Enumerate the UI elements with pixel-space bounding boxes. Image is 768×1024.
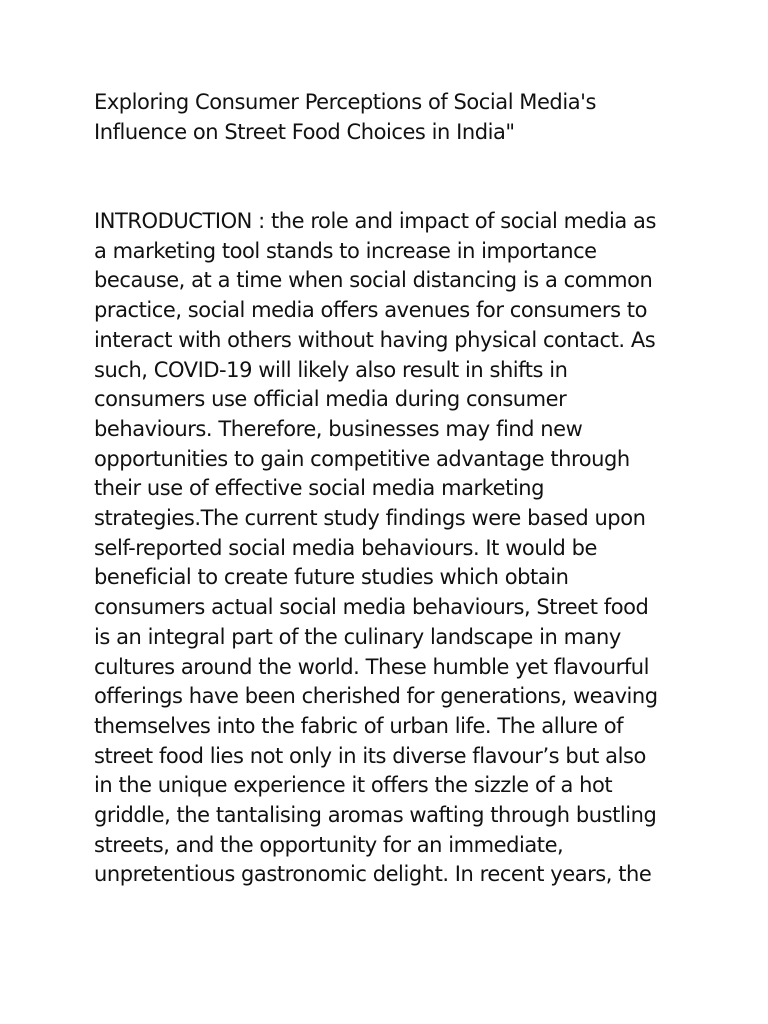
title-line: Exploring Consumer Perceptions of Social Media's bbox=[94, 90, 596, 114]
body-line: offerings have been cherished for generations, weaving bbox=[94, 684, 658, 709]
body-line: streets, and the opportunity for an immediate, bbox=[94, 832, 564, 857]
body-line: such, COVID-19 will likely also result in shifts in bbox=[94, 357, 568, 382]
body-line: their use of effective social media marketing bbox=[94, 476, 545, 501]
body-line: unpretentious gastronomic delight. In recent years, the bbox=[94, 862, 652, 887]
body-line: self-reported social media behaviours. It would be bbox=[94, 535, 598, 560]
body-line: in the unique experience it offers the sizzle of a hot bbox=[94, 773, 613, 798]
body-line: street food lies not only in its diverse flavour’s but also bbox=[94, 743, 646, 768]
body-line: themselves into the fabric of urban life. The allure of bbox=[94, 713, 624, 738]
body-line: a marketing tool stands to increase in importance bbox=[94, 238, 597, 263]
title-line: Influence on Street Food Choices in India" bbox=[94, 119, 515, 144]
body-line: consumers actual social media behaviours, Street food bbox=[94, 595, 649, 620]
body-line: consumers use official media during consumer bbox=[94, 387, 567, 412]
body-line: is an integral part of the culinary landscape in many bbox=[94, 624, 621, 649]
document-title bbox=[94, 88, 694, 147]
body-line: griddle, the tantalising aromas wafting through bustling bbox=[94, 803, 657, 828]
body-line: opportunities to gain competitive advantage through bbox=[94, 446, 630, 471]
body-line: beneficial to create future studies which obtain bbox=[94, 565, 569, 590]
body-line: practice, social media offers avenues for consumers to bbox=[94, 298, 647, 323]
document-body bbox=[94, 207, 694, 890]
body-line: strategies.The current study findings were based upon bbox=[94, 506, 646, 531]
body-line: cultures around the world. These humble yet flavourful bbox=[94, 654, 650, 679]
body-line: behaviours. Therefore, businesses may find new bbox=[94, 416, 583, 441]
body-line: INTRODUCTION : the role and impact of social media as bbox=[94, 209, 656, 233]
body-line: interact with others without having physical contact. As bbox=[94, 327, 656, 352]
body-line: because, at a time when social distancing is a common bbox=[94, 268, 653, 293]
